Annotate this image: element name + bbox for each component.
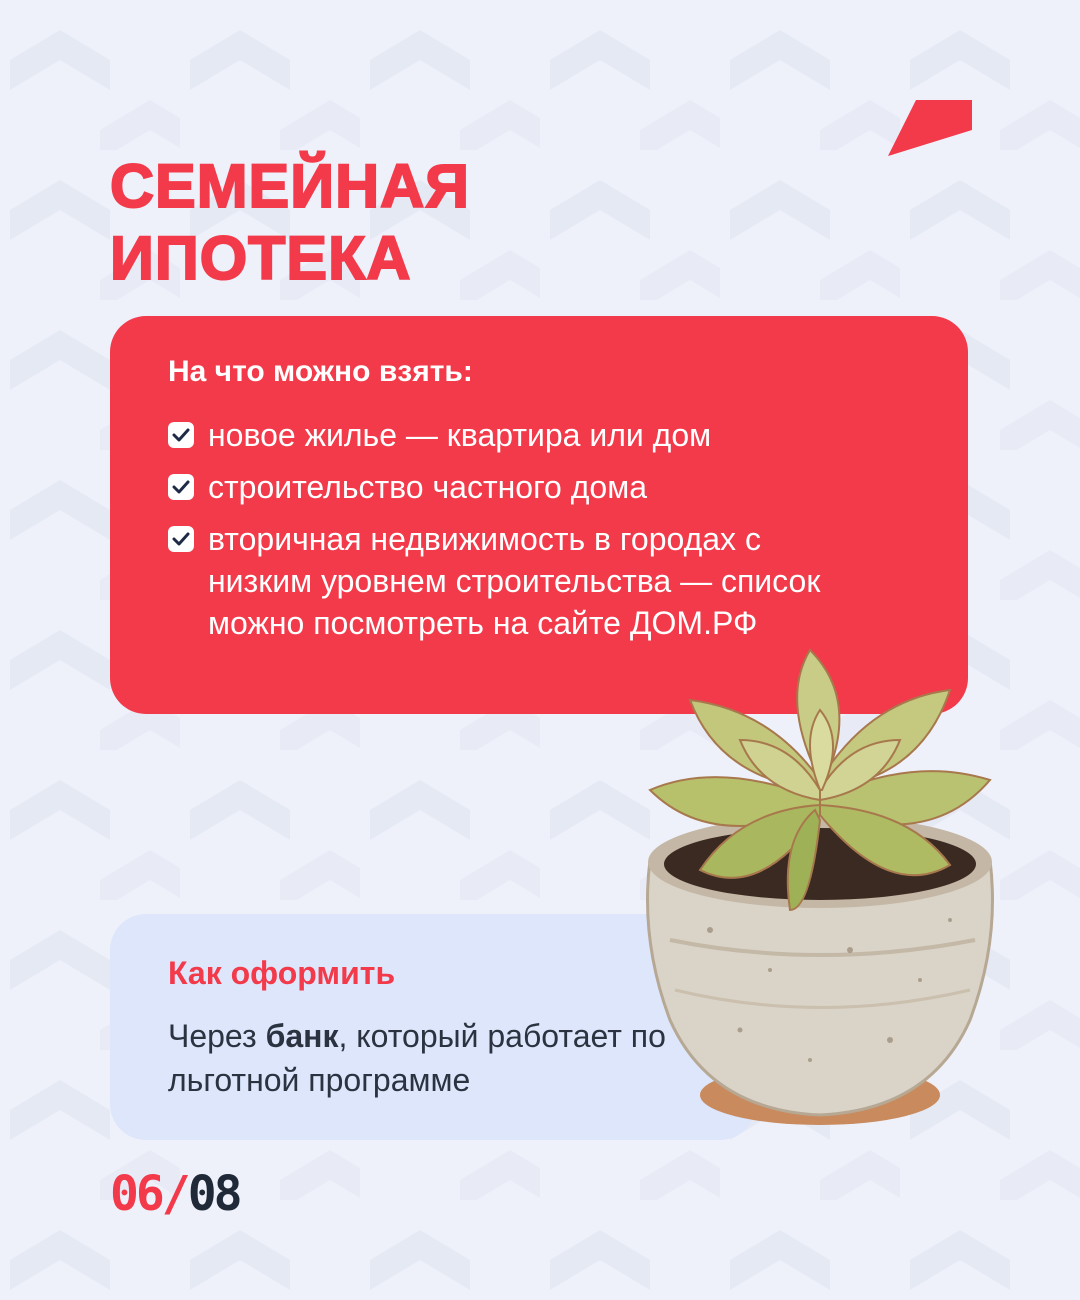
eligibility-list xyxy=(168,414,908,644)
page-counter xyxy=(110,1166,240,1222)
list-item xyxy=(168,466,908,508)
list-item xyxy=(168,518,908,644)
check-icon xyxy=(168,474,194,500)
title-line-1: СЕМЕЙНАЯ xyxy=(110,152,471,220)
page-current: 06 xyxy=(110,1166,162,1222)
page-title xyxy=(110,150,470,294)
list-item-text: вторичная недвижимость в городах с низким уровнем строительства — список можно посмотреть на сайте ДОМ.РФ xyxy=(208,521,821,641)
page-total: 08 xyxy=(187,1166,240,1222)
title-line-2: ИПОТЕКА xyxy=(110,224,412,292)
how-to-apply-text: Через банк, который работает по льготной программе xyxy=(168,1018,666,1098)
list-item-text: строительство частного дома xyxy=(208,469,647,505)
brand-corner-mark xyxy=(888,100,972,156)
list-item xyxy=(168,414,908,456)
check-icon xyxy=(168,422,194,448)
eligibility-heading: На что можно взять: xyxy=(168,355,473,388)
check-icon xyxy=(168,526,194,552)
page-separator: / xyxy=(161,1166,188,1222)
how-to-apply-heading: Как оформить xyxy=(168,955,396,991)
list-item-text: новое жилье — квартира или дом xyxy=(208,417,712,453)
succulent-plant-image xyxy=(630,640,1010,1140)
